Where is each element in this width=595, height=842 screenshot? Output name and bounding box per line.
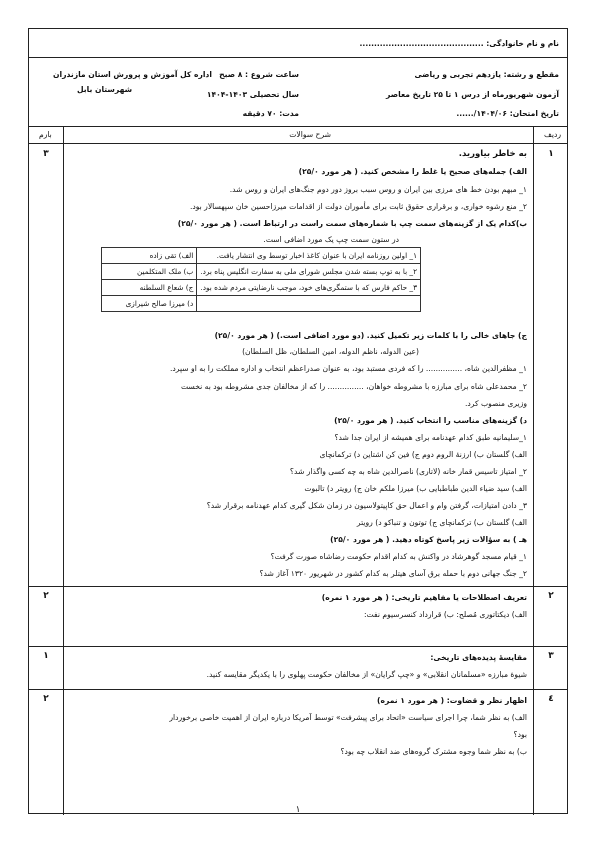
statement: ۱_ قیام مسجد گوهرشاد در واکنش به کدام اقدام حکومت رضاشاه صورت گرفت؟ — [270, 552, 527, 561]
question-title: مقایسهٔ پدیده‌های تاریخی: — [430, 653, 527, 662]
question-score: ۲ — [43, 694, 49, 704]
page-number: ۱ — [295, 805, 301, 815]
question-number: ۲ — [548, 591, 554, 601]
student-name-field: نام و نام خانوادگی: ........................................... — [359, 39, 559, 48]
section-title: الف) جمله‌های صحیح یا غلط را مشخص کنید. ( هر مورد ۲۵/۰) — [298, 167, 527, 176]
exam-duration: مدت: ۷۰ دقیقه — [242, 109, 299, 118]
statement: ۱_سلیمانیه طبق کدام عهدنامه برای همیشه از ایران جدا شد؟ — [334, 433, 527, 442]
section-title: ب)کدام یک از گزینه‌های سمت چپ با شماره‌های سمت راست در ارتباط است. ( هر مورد ۲۵/۰) — [177, 219, 527, 228]
column-divider — [533, 126, 534, 815]
question-number: ۳ — [548, 651, 554, 661]
divider — [29, 646, 567, 647]
start-time-label: ساعت شروع : ۸ صبح — [219, 70, 299, 79]
exam-page — [28, 28, 568, 814]
statement: شیوهٔ مبارزه «مسلمانان انقلابی» و «چپ گرایان» از مخالفان حکومت پهلوی را با یکدیگر مقایسه کنید. — [206, 670, 527, 679]
table-row — [102, 296, 421, 312]
matching-item — [197, 296, 421, 312]
question-title: تعریف اصطلاحات یا مفاهیم تاریخی: ( هر مورد ۱ نمره) — [321, 593, 527, 602]
table-row — [102, 248, 421, 264]
statement: الف) به نظر شما، چرا اجرای سیاست «اتحاد برای پیشرفت» توسط آمریکا درباره ایران از اهمیت خاصی برخوردار — [169, 713, 527, 722]
statement: وزیری منصوب کرد. — [464, 399, 527, 408]
col-questions-header: شرح سوالات — [289, 130, 331, 139]
statement: ۱_ مبهم بودن خط های مرزی بین ایران و روس سبب بروز دور دوم جنگ‌های ایران و روس شد. — [229, 185, 527, 194]
matching-item: ۱_ اولین روزنامه ایران با عنوان کاغذ اخبار توسط وی انتشار یافت. — [197, 248, 421, 264]
section-title: د) گزینه‌های مناسب را انتخاب کنید. ( هر مورد ۲۵/۰) — [334, 416, 527, 425]
divider — [29, 143, 567, 144]
question-number: ۱ — [548, 149, 554, 159]
section-title: هـ ) به سؤالات زیر پاسخ کوتاه دهید. ( هر مورد ۲۵/۰) — [330, 535, 527, 544]
col-score-header: بارم — [39, 130, 52, 139]
col-row-header: ردیف — [543, 130, 561, 139]
matching-table — [101, 247, 421, 312]
question-score: ۱ — [43, 651, 49, 661]
table-row — [102, 280, 421, 296]
statement: ۳_ دادن امتیازات، گرفتن وام و اعمال حق کاپیتولاسیون در زمان شکل گیری کدام عهدنامه برقرار شد؟ — [206, 501, 527, 510]
answer-options: الف) سید ضیاء الدین طباطبایی ب) میرزا ملکم خان ج) رویتر د) تالبوت — [304, 484, 527, 493]
column-divider — [63, 126, 64, 815]
exam-date: تاریخ امتحان: ۱۴۰۴/۰۶/...... — [456, 109, 559, 118]
statement: ۱_ مظفرالدین شاه، ............... را که فردی مستبد بود، به عنوان صدراعظم انتخاب و اداره مملکت را به او سپرد. — [169, 364, 527, 373]
divider — [29, 689, 567, 690]
section-title: ج) جاهای خالی را با کلمات زیر تکمیل کنید. (دو مورد اضافی است.) ( هر مورد ۲۵/۰) — [214, 331, 527, 340]
matching-option: ب) ملک المتکلمین — [102, 264, 197, 280]
statement: ۲_ جنگ جهانی دوم با حمله برق آسای هیتلر به کدام کشور در شهریور ۱۳۲۰ آغاز شد؟ — [259, 569, 527, 578]
office-name: اداره کل آموزش و پرورش استان مازندران — [53, 70, 212, 79]
matching-option: ج) شعاع السلطنه — [102, 280, 197, 296]
question-title: اظهار نظر و قضاوت: ( هر مورد ۱ نمره) — [377, 696, 527, 705]
answer-options: الف) گلستان ب) ترکمانچای ج) توتون و تنباکو د) رویتر — [356, 518, 527, 527]
question-title: به خاطر بیاورید. — [458, 149, 527, 159]
statement: ۲_ امتیاز تاسیس قمار خانه (لاتاری) ناصرالدین شاه به چه کسی واگذار شد؟ — [289, 467, 527, 476]
divider — [29, 586, 567, 587]
statement: ب) به نظر شما وجوه مشترک گروه‌های ضد انقلاب چه بود؟ — [340, 747, 527, 756]
answer-options: الف) گلستان ب) ارزنهٔ الروم دوم ج) فین کن اشتاین د) ترکمانچای — [319, 450, 527, 459]
statement: بود؟ — [513, 730, 527, 739]
question-number: ٤ — [548, 694, 554, 704]
exam-title: آزمون شهریورماه از درس ۱ تا ۲۵ تاریخ معاصر — [386, 90, 559, 99]
matching-note: در ستون سمت چپ یک مورد اضافی است. — [263, 235, 399, 244]
matching-option: د) میرزا صالح شیرازی — [102, 296, 197, 312]
word-bank: (عین الدوله، ناظم الدوله، امین السلطان، ظل السلطان) — [242, 347, 419, 356]
matching-item: ۳_ حاکم فارس که با ستمگری‌های خود، موجب نارضایتی مردم شده بود. — [197, 280, 421, 296]
question-score: ۳ — [43, 149, 49, 159]
divider — [29, 126, 567, 127]
statement: الف) دیکتاتوری مُصلح: ب) قرارداد کنسرسیوم نفت: — [364, 610, 527, 619]
question-score: ۲ — [43, 591, 49, 601]
statement: ۲_ محمدعلی شاه برای مبارزه با مشروطه خواهان، ............... را که از مخالفان جدی مشروطه بود به نخست — [180, 382, 527, 391]
divider — [29, 57, 567, 58]
grade-label: مقطع و رشته: یازدهم تجربی و ریاضی — [414, 70, 559, 79]
statement: ۲_ منع رشوه خواری، و برقراری حقوق ثابت برای مأموران دولت از اقدامات میرزاحسین خان سپهسالار بود. — [189, 202, 527, 211]
table-row — [102, 264, 421, 280]
office-city: شهرستان بابل — [77, 85, 133, 94]
matching-item: ۲_ با به توپ بسته شدن مجلس شورای ملی به سفارت انگلیس پناه برد. — [197, 264, 421, 280]
school-year: سال تحصیلی ۱۴۰۳-۱۴۰۴ — [206, 90, 299, 99]
matching-option: الف) تقی زاده — [102, 248, 197, 264]
